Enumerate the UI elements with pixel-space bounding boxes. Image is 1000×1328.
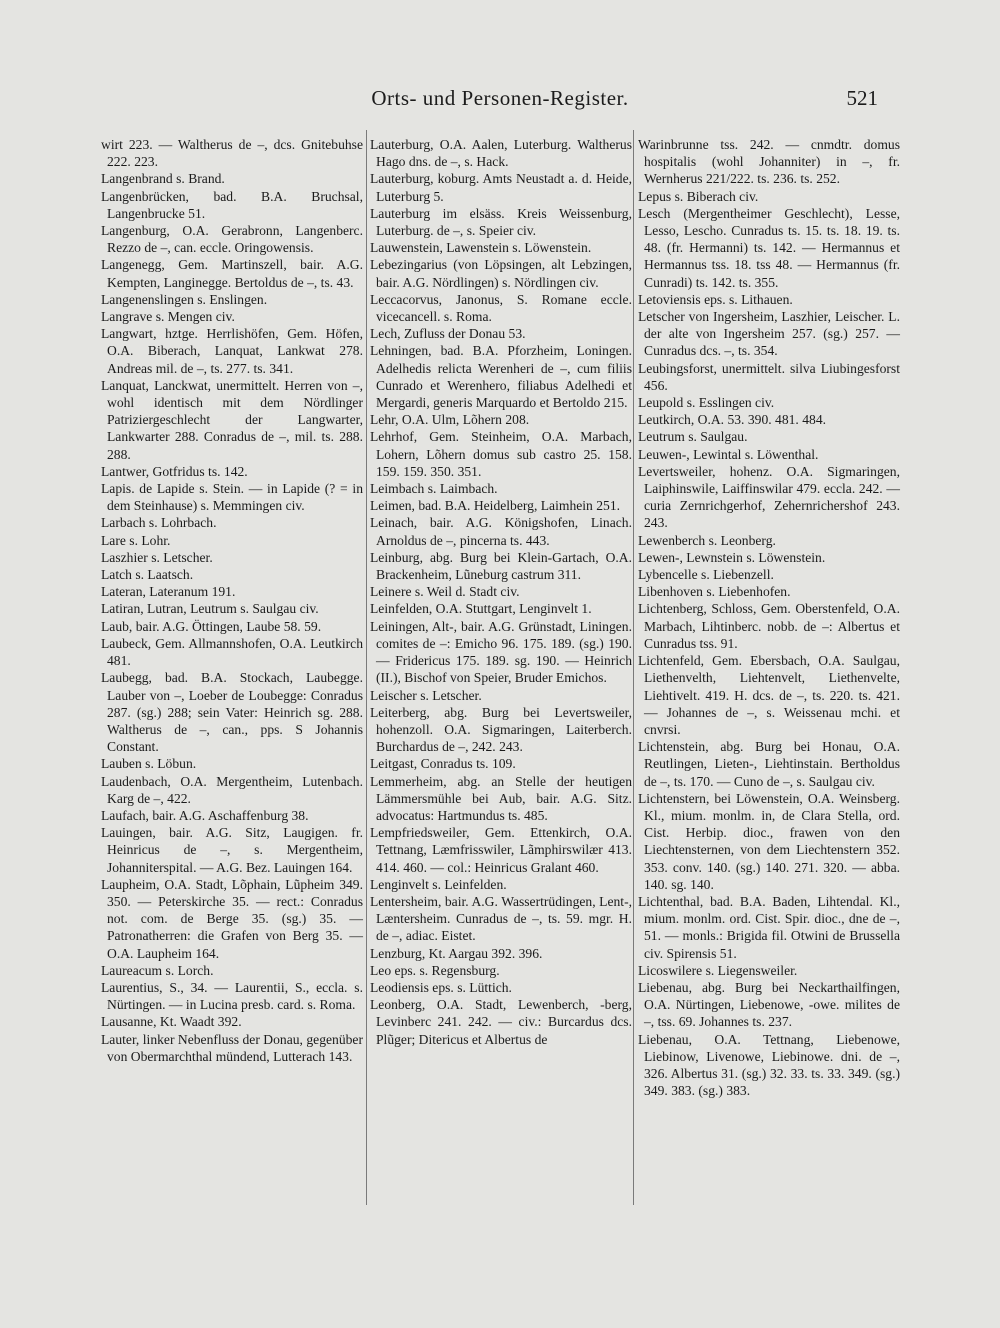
register-entry: Lech, Zufluss der Donau 53.	[370, 326, 526, 342]
register-entry: Lauter, linker Nebenfluss der Donau, gegenüber von Obermarchthal mündend, Lutterach 143.	[101, 1031, 363, 1064]
register-entry: Lauingen, bair. A.G. Sitz, Laugigen. fr. Heinricus de –, s. Mergentheim, Johanniterspital. — A.G. Bez. Lauingen 164.	[101, 825, 363, 875]
register-entry: Laurentius, S., 34. — Laurentii, S., eccla. s. Nürtingen. — in Lucina presb. card. s. Roma.	[101, 979, 363, 1013]
register-entry: Lempfriedsweiler, Gem. Ettenkirch, O.A. Tettnang, Læmfrisswiler, Lãmphirswilær 413. 414. 460. — col.: Heinricus Gralant 460.	[370, 825, 632, 875]
register-entry: Leupold s. Esslingen civ.	[638, 395, 775, 411]
register-entry: Laufach, bair. A.G. Aschaffenburg 38.	[101, 807, 309, 823]
register-entry: Lichtenfeld, Gem. Ebersbach, O.A. Saulgau, Liethenvelth, Liehtenvelt, Liethenvelte, Liehtivelt. 419. H. dcs. de –, ts. 220. ts. 421. — Johannes de –, s. Weissenau mchi. et cnvrsi.	[638, 653, 900, 737]
register-entry: Lare s. Lohr.	[101, 532, 171, 548]
register-entry: Lauwenstein, Lawenstein s. Löwenstein.	[370, 240, 592, 256]
register-entry: Lehrhof, Gem. Steinheim, O.A. Marbach, Lohern, Lõhern domus sub castro 25. 158. 159. 159. 350. 351.	[370, 429, 632, 479]
register-entry: Leimbach s. Laimbach.	[370, 481, 498, 497]
register-entry: Lateran, Lateranum 191.	[101, 584, 236, 600]
register-entry: Laureacum s. Lorch.	[101, 962, 214, 978]
register-entry: Lichtenberg, Schloss, Gem. Oberstenfeld, O.A. Marbach, Lihtinberc. nobb. de –: Albertus et Cunradus tss. 91.	[638, 601, 900, 651]
register-entry: Leutkirch, O.A. 53. 390. 481. 484.	[638, 412, 827, 428]
register-entry: Lehr, O.A. Ulm, Lõhern 208.	[370, 412, 530, 428]
register-entry: Letscher von Ingersheim, Laszhier, Leischer. L. der alte von Ingersheim 257. (sg.) 257. — Cunradus dcs. –, ts. 354.	[638, 309, 900, 359]
register-entry: Lauben s. Löbun.	[101, 756, 197, 772]
register-entry: Leuwen-, Lewintal s. Löwenthal.	[638, 446, 819, 462]
register-entry: Lichtenstein, abg. Burg bei Honau, O.A. Reutlingen, Lieten-, Liehtinstain. Bertholdus de –, ts. 170. — Cuno de –, s. Saulgau civ.	[638, 739, 900, 789]
register-entry: wirt 223. — Waltherus de –, dcs. Gnitebuhse 222. 223.	[101, 137, 363, 170]
register-entry: Latiran, Lutran, Leutrum s. Saulgau civ.	[101, 601, 319, 617]
register-entry: Lauterburg, O.A. Aalen, Luterburg. Waltherus Hago dns. de –, s. Hack.	[370, 137, 632, 170]
register-entry: Laubeck, Gem. Allmannshofen, O.A. Leutkirch 481.	[101, 635, 363, 669]
register-entry: Lausanne, Kt. Waadt 392.	[101, 1014, 242, 1030]
register-entry: Leodiensis eps. s. Lüttich.	[370, 979, 512, 995]
column-rule	[633, 130, 634, 1205]
register-entry: Liebenau, abg. Burg bei Neckarthailfingen, O.A. Nürtingen, Liebenowe, -owe. milites de –, tss. 69. Johannes ts. 237.	[638, 979, 900, 1030]
register-entry: Lauterburg im elsäss. Kreis Weissenburg, Luterburg. de –, s. Speier civ.	[370, 205, 632, 239]
register-entry: Lauterburg, koburg. Amts Neustadt a. d. Heide, Luterburg 5.	[370, 171, 632, 204]
register-entry: Leonberg, O.A. Stadt, Lewenberch, -berg, Levinberc 241. 242. — civ.: Burcardus dcs. Plũger; Ditericus et Albertus de	[370, 997, 632, 1047]
register-entry: Leiterberg, abg. Burg bei Levertsweiler, hohenzoll. O.A. Sigmaringen, Laiterberch. Burchardus de –, 242. 243.	[370, 704, 632, 755]
register-entry: Lapis. de Lapide s. Stein. — in Lapide (? = in dem Steinhause) s. Memmingen civ.	[101, 481, 363, 514]
register-entry: Lewenberch s. Leonberg.	[638, 532, 776, 548]
register-entry: Liebenau, O.A. Tettnang, Liebenowe, Liebinow, Livenowe, Liebinowe. dni. de –, 326. Albertus 31. (sg.) 32. 33. ts. 33. 349. (sg.) 349. 383. (sg.) 383.	[638, 1031, 900, 1099]
register-entry: Lanquat, Lanckwat, unermittelt. Herren von –, wohl identisch mit dem Nördlinger Patriziergeschlecht der Langwarter, Lankwarter 288. Conradus de –, mil. ts. 288. 288.	[101, 377, 363, 462]
register-entry: Leischer s. Letscher.	[370, 687, 482, 703]
register-entry: Leinburg, abg. Burg bei Klein-Gartach, O.A. Brackenheim, Lũneburg castrum 311.	[370, 549, 632, 583]
page-number: 521	[846, 86, 878, 110]
register-entry: Lenzburg, Kt. Aargau 392. 396.	[370, 945, 543, 961]
register-entry: Langrave s. Mengen civ.	[101, 309, 235, 325]
register-entry: Laupheim, O.A. Stadt, Lõphain, Lũpheim 349. 350. — Peterskirche 35. — rect.: Conradus not. com. de Berge 35. (sg.) 35. — Patronatherren: die Grafen von Berg 35. — O.A. Laupheim 164.	[101, 876, 363, 961]
register-entry: Letoviensis eps. s. Lithauen.	[638, 291, 793, 307]
register-entry: Lentersheim, bair. A.G. Wassertrüdingen, Lent-, Læntersheim. Cunradus de –, ts. 59. mgr. H. de –, adiac. Eistet.	[370, 893, 632, 944]
register-entry: Laszhier s. Letscher.	[101, 549, 213, 565]
register-entry: Lantwer, Gotfridus ts. 142.	[101, 463, 248, 479]
register-entry: Leccacorvus, Janonus, S. Romane eccle. vicecancell. s. Roma.	[370, 291, 632, 325]
register-entry: Langenbrücken, bad. B.A. Bruchsal, Langenbrucke 51.	[101, 188, 363, 221]
register-entry: Lichtenthal, bad. B.A. Baden, Lihtendal. Kl., mium. monlm. ord. Cist. Spir. dioc., dne de –, 51. — monls.: Brigida fil. Otwini de Brussella civ. Spirensis 51.	[638, 893, 900, 961]
register-entry: Laub, bair. A.G. Öttingen, Laube 58. 59.	[101, 618, 322, 634]
register-entry: Licoswilere s. Liegensweiler.	[638, 962, 798, 978]
register-entry: Latch s. Laatsch.	[101, 567, 194, 583]
register-entry: Lehningen, bad. B.A. Pforzheim, Loningen. Adelhedis relicta Werenheri de –, cum filiis Cunrado et Werenhero, filiabus Adelhedi et Mergardi, generis Marquardo et Bertoldo 215.	[370, 343, 632, 411]
register-entry: Larbach s. Lohrbach.	[101, 515, 217, 531]
register-entry: Leutrum s. Saulgau.	[638, 429, 748, 445]
running-header: Orts- und Personen-Register.	[371, 86, 629, 110]
register-entry: Langenbrand s. Brand.	[101, 171, 225, 187]
register-entry: Lybencelle s. Liebenzell.	[638, 567, 774, 583]
register-entry: Libenhoven s. Liebenhofen.	[638, 584, 791, 600]
register-entry: Langenegg, Gem. Martinszell, bair. A.G. Kempten, Langinegge. Bertoldus de –, ts. 43.	[101, 257, 363, 290]
register-entry: Lemmerheim, abg. an Stelle der heutigen Lämmersmühle bei Aub, bair. A.G. Sitz. advocatus: Hartmundus ts. 485.	[370, 773, 632, 823]
register-entry: Langenburg, O.A. Gerabronn, Langenberc. Rezzo de –, can. eccle. Oringowensis.	[101, 223, 363, 256]
register-entry: Leimen, bad. B.A. Heidelberg, Laimhein 251.	[370, 498, 621, 514]
register-column-middle	[370, 136, 632, 1048]
register-entry: Lebezingarius (von Löpsingen, alt Lebzingen, bair. A.G. Nördlingen) s. Nördlingen civ.	[370, 257, 632, 290]
register-entry: Laudenbach, O.A. Mergentheim, Lutenbach. Karg de –, 422.	[101, 773, 363, 806]
register-entry: Lichtenstern, bei Löwenstein, O.A. Weinsberg. Kl., mium. monlm. in, de Clara Stella, ord. Cist. Herbip. dioc., frawen von den Liechtensternen, von dem Liechtenstern 352. 353. conv. 140. (sg.) 140. 271. 320. — abba. 140. sg. 140.	[638, 790, 900, 892]
register-entry: Levertsweiler, hohenz. O.A. Sigmaringen, Laiphinswile, Laiffinswilar 479. eccla. 242. — curia Zernrichgerhof, Zehernrichershof 243. 243.	[638, 463, 900, 531]
register-entry: Laubegg, bad. B.A. Stockach, Laubegge. Lauber von –, Loeber de Loubegge: Conradus 287. (sg.) 288; sein Vater: Heinrich sg. 288. Waltherus de –, can., pps. S Johannis Constant.	[101, 670, 363, 755]
register-entry: Leubingsforst, unermittelt. silva Liubingesforst 456.	[638, 360, 900, 393]
register-entry: Langenenslingen s. Enslingen.	[101, 291, 268, 307]
register-entry: Leiningen, Alt-, bair. A.G. Grünstadt, Liningen. comites de –: Emicho 96. 175. 189. (sg.) 190. — Fridericus 175. 189. sg. 190. — Heinrich (II.), Bischof von Speier, Bruder Emichos.	[370, 618, 632, 686]
register-entry: Leinere s. Weil d. Stadt civ.	[370, 584, 520, 600]
register-entry: Leinach, bair. A.G. Königshofen, Linach. Arnoldus de –, pincerna ts. 443.	[370, 515, 632, 548]
register-entry: Leitgast, Conradus ts. 109.	[370, 756, 516, 772]
register-entry: Lepus s. Biberach civ.	[638, 188, 759, 204]
register-entry: Lesch (Mergentheimer Geschlecht), Lesse, Lesso, Lescho. Cunradus ts. 15. ts. 18. 19. ts. 48. (fr. Hermanni) ts. 142. — Hermannus et Hermannus tss. 18. tss 48. — Hermannus (fr. Cunradi) ts. 142. ts. 355.	[638, 205, 900, 290]
register-entry: Leinfelden, O.A. Stuttgart, Lenginvelt 1.	[370, 601, 592, 617]
register-entry: Lenginvelt s. Leinfelden.	[370, 876, 507, 892]
register-entry: Warinbrunne tss. 242. — cnmdtr. domus hospitalis (wohl Johanniter) in –, fr. Wernherus 221/222. ts. 236. ts. 252.	[638, 137, 900, 187]
register-entry: Langwart, hztge. Herrlishöfen, Gem. Höfen, O.A. Biberach, Lanquat, Lankwat 278. Andreas mil. de –, ts. 277. ts. 341.	[101, 326, 363, 376]
register-entry: Leo eps. s. Regensburg.	[370, 962, 500, 978]
register-column-left	[101, 136, 363, 1065]
register-column-right	[638, 136, 900, 1099]
column-rule	[366, 130, 367, 1205]
register-entry: Lewen-, Lewnstein s. Löwenstein.	[638, 549, 826, 565]
